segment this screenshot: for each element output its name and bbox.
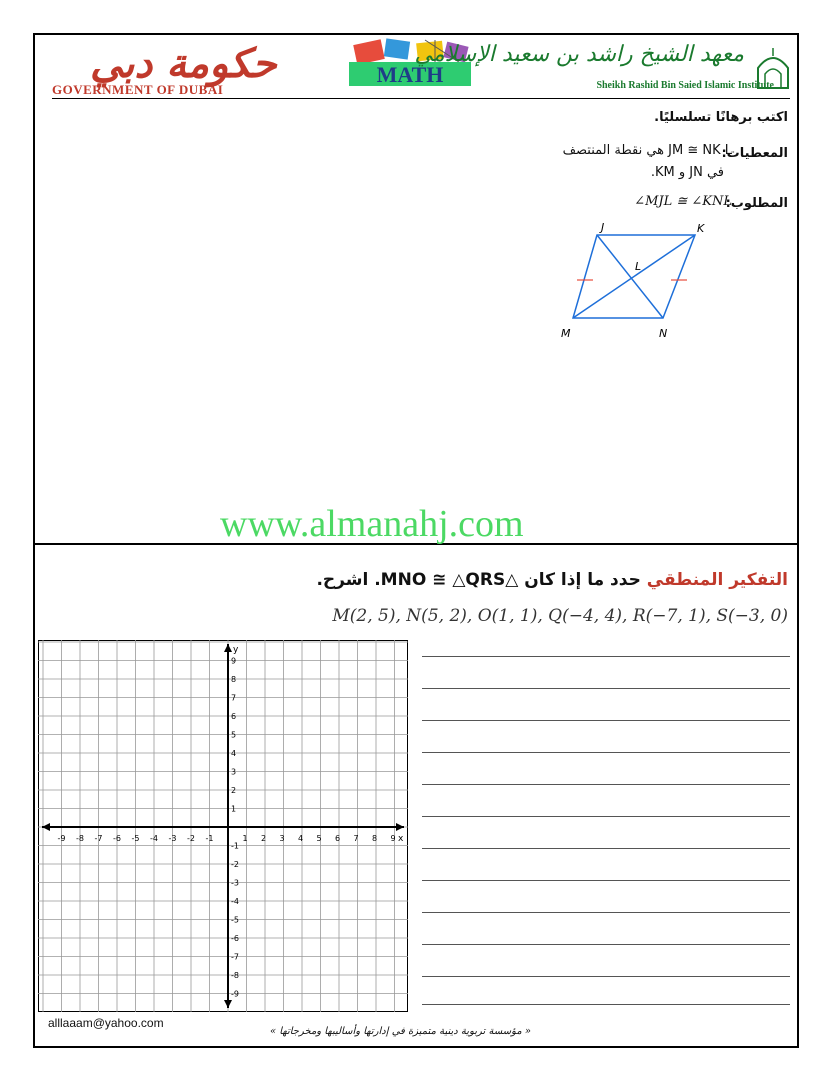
x-tick-label: -6 — [113, 834, 121, 843]
question-1-title: اكتب برهانًا تسلسليًا. — [654, 110, 788, 125]
y-tick-label: 2 — [231, 786, 237, 795]
x-tick-label: 5 — [316, 834, 322, 843]
y-tick-label: -8 — [231, 971, 239, 980]
diagonal-jn — [597, 235, 663, 318]
y-tick-label: 1 — [231, 804, 237, 814]
coordinate-points: M(2, 5), N(5, 2), O(1, 1), Q(−4, 4), R(−7, 1), S(−3, 0) — [332, 606, 788, 626]
x-tick-label: 4 — [298, 834, 304, 843]
answer-line — [422, 784, 790, 785]
given-text-line-2: في JN و KM. — [650, 165, 724, 180]
question-2-title-rest: حدد ما إذا كان △MNO ≅ △QRS. اشرح. — [316, 570, 647, 590]
y-tick-label: 3 — [231, 767, 237, 777]
header-rule — [52, 98, 790, 99]
answer-line — [422, 944, 790, 945]
x-tick-label: -9 — [57, 834, 66, 843]
x-tick-label: 6 — [335, 834, 341, 843]
y-tick-label: 7 — [231, 693, 237, 703]
vertex-label-j: J — [601, 221, 605, 234]
y-tick-label: -9 — [231, 989, 239, 999]
footer-motto: « مؤسسة تربوية دينية متميزة في إدارتها وأساليبها ومخرجاتها » — [270, 1026, 531, 1037]
x-tick-label: -7 — [94, 834, 103, 843]
y-tick-label: 6 — [231, 712, 237, 721]
watermark: www.almanahj.com — [220, 503, 524, 545]
x-axis-label: x — [398, 834, 404, 844]
y-axis-arrow — [224, 644, 232, 652]
y-tick-label: -2 — [231, 860, 239, 869]
mosque-icon — [755, 46, 791, 90]
answer-line — [422, 688, 790, 689]
required-statement: ∠MJL ≅ ∠KNL — [634, 194, 732, 209]
x-tick-label: 8 — [372, 834, 378, 843]
y-tick-label: -7 — [231, 952, 239, 962]
answer-line — [422, 848, 790, 849]
parallelogram-figure — [555, 220, 715, 345]
answer-line — [422, 720, 790, 721]
x-tick-label: 1 — [242, 834, 248, 843]
institute-name-english: Sheikh Rashid Bin Saied Islamic Institute — [596, 80, 774, 91]
x-tick-label: 3 — [279, 834, 285, 843]
y-tick-label: -6 — [231, 934, 239, 943]
y-tick-label: 5 — [231, 730, 237, 740]
answer-line — [422, 976, 790, 977]
x-tick-label: -3 — [168, 834, 177, 843]
center-label-l: L — [635, 260, 642, 273]
math-logo-text: MATH — [376, 62, 444, 87]
diagonal-km — [573, 235, 695, 318]
x-tick-label: -5 — [131, 834, 140, 843]
y-tick-label: -3 — [231, 878, 239, 888]
given-text-line-1: JM ≅ NK L هي نقطة المنتصف — [562, 143, 732, 158]
answer-line — [422, 912, 790, 913]
coordinate-grid — [38, 640, 408, 1012]
x-tick-label: -8 — [76, 834, 84, 843]
y-tick-label: -4 — [231, 897, 239, 906]
x-tick-label: 2 — [261, 834, 267, 843]
question-2-title-highlight: التفكير المنطقي — [646, 570, 788, 590]
y-axis-arrow — [224, 1000, 232, 1008]
y-tick-label: 9 — [231, 656, 237, 666]
x-tick-label: -1 — [205, 834, 214, 843]
question-2-title — [316, 570, 788, 590]
required-label: المطلوب: — [725, 196, 788, 211]
y-axis-label: y — [233, 645, 239, 655]
x-tick-label: -4 — [150, 834, 158, 843]
institute-name-arabic: معهد الشيخ راشد بن سعيد الإسلامي — [414, 42, 744, 67]
given-label: المعطيات: — [721, 146, 788, 161]
answer-line — [422, 880, 790, 881]
y-tick-label: -1 — [231, 841, 239, 851]
answer-line — [422, 1004, 790, 1005]
answer-line — [422, 816, 790, 817]
vertex-label-k: K — [697, 222, 705, 235]
vertex-label-m: M — [561, 327, 571, 340]
x-axis-arrow — [396, 823, 404, 831]
x-tick-label: 9 — [390, 834, 396, 843]
x-tick-label: 7 — [353, 834, 359, 843]
y-tick-label: -5 — [231, 915, 239, 925]
y-tick-label: 4 — [231, 749, 237, 758]
y-tick-label: 8 — [231, 675, 237, 684]
government-logo-english: GOVERNMENT OF DUBAI — [52, 82, 224, 97]
answer-line — [422, 752, 790, 753]
vertex-label-n: N — [659, 327, 668, 340]
contact-email: alllaaam@yahoo.com — [48, 1016, 164, 1030]
answer-line — [422, 656, 790, 657]
government-logo-arabic: حكومة دبي — [90, 40, 277, 87]
x-tick-label: -2 — [187, 834, 195, 843]
